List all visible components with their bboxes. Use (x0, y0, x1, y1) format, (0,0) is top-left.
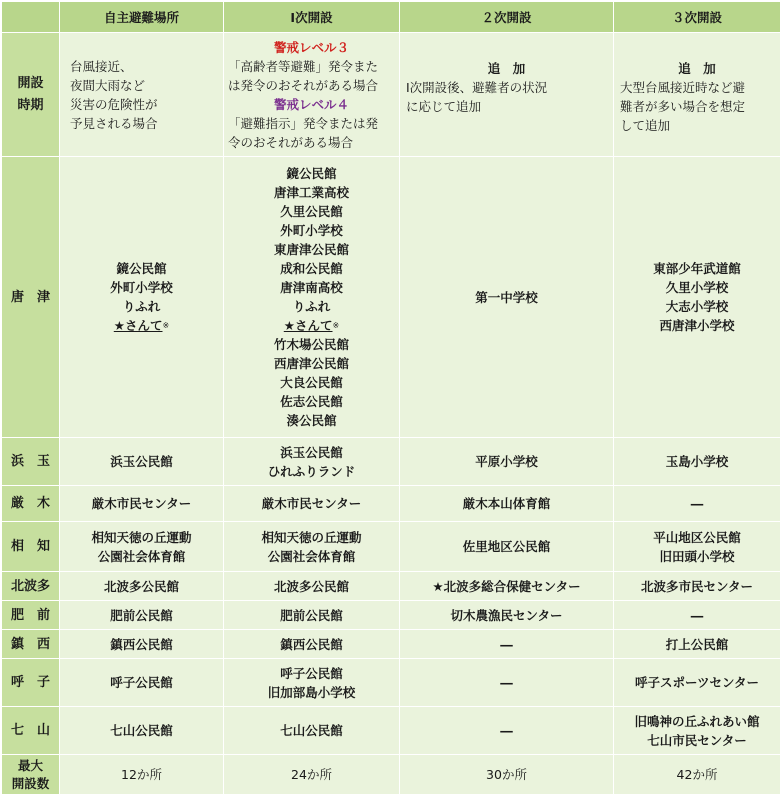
facility-name: 厳木本山体育館 (462, 496, 551, 511)
period-row (2, 33, 781, 157)
table-row (2, 157, 781, 438)
warning-level4-text: 令のおそれがある場合 (228, 134, 354, 150)
shelter-table (1, 1, 781, 795)
facility-name: 旧田頭小学校 (659, 548, 735, 564)
self-evacuation-cell (60, 522, 224, 572)
facility-name: ひれふりランド (267, 463, 356, 479)
second-opening-cell (400, 157, 614, 438)
header-third-opening: ３次開設 (614, 2, 781, 33)
table-row (2, 659, 781, 707)
facility-name: 公園社会体育館 (267, 548, 356, 564)
facility-name: 玉島小学校 (665, 454, 729, 469)
period-col4-line: 大型台風接近時など避 (620, 80, 746, 95)
facility-name: 鏡公民館 (286, 166, 337, 181)
third-opening-cell (614, 601, 781, 630)
total-row (2, 755, 781, 795)
facility-name: 厳木市民センター (261, 496, 362, 511)
facility-name: 第一中学校 (475, 289, 538, 305)
first-opening-cell (224, 659, 400, 707)
period-col3-line: I次開設後、避難者の状況 (406, 80, 548, 95)
first-opening-cell (224, 438, 400, 486)
facility-name (60, 316, 223, 335)
third-opening-cell (614, 707, 781, 755)
facility-name: りふれ (292, 299, 331, 314)
facility-name: 久里公民館 (280, 204, 343, 219)
warning-level3-text: 「高齢者等避難」発令また (228, 58, 379, 74)
period-col3-line: に応じて追加 (406, 99, 482, 114)
self-evacuation-cell (60, 659, 224, 707)
facility-name: 西唐津小学校 (659, 318, 735, 333)
facility-name: 浜玉公民館 (110, 454, 173, 469)
self-evacuation-cell (60, 486, 224, 522)
period-col1-line: 予見される場合 (70, 115, 158, 131)
first-opening-cell (224, 572, 400, 601)
facility-name: 旧鳴神の丘ふれあい館 (634, 713, 760, 729)
self-evacuation-cell (60, 572, 224, 601)
area-label: 唐 津 (2, 157, 60, 438)
table-row (2, 438, 781, 486)
facility-name: ― (690, 496, 704, 511)
facility-name: 呼子スポーツセンター (634, 675, 759, 690)
first-opening-cell (224, 630, 400, 659)
facility-name: 相知天徳の丘運動 (91, 529, 192, 545)
facility-name: 大良公民館 (280, 375, 343, 390)
warning-level3-text: は発令のおそれがある場合 (228, 77, 379, 93)
third-opening-cell (614, 659, 781, 707)
total-first-opening: 24か所 (224, 755, 400, 795)
facility-name: 東部少年武道館 (653, 261, 741, 276)
facility-name: 唐津工業高校 (273, 185, 349, 200)
facility-name: 北波多公民館 (103, 578, 179, 594)
header-self-evacuation: 自主避難場所 (60, 2, 224, 33)
header-row (2, 2, 781, 33)
facility-name: 北波多市民センター (640, 578, 753, 594)
header-second-opening: ２次開設 (400, 2, 614, 33)
period-second-opening (400, 33, 614, 157)
facility-name: 浜玉公民館 (280, 444, 343, 460)
first-opening-cell (224, 486, 400, 522)
area-label: 相 知 (2, 522, 60, 572)
facility-name: 湊公民館 (286, 413, 337, 428)
facility-name: 外町小学校 (110, 280, 173, 295)
period-third-opening (614, 33, 781, 157)
second-opening-cell (400, 601, 614, 630)
third-opening-cell (614, 438, 781, 486)
facility-name: 佐里地区公民館 (462, 539, 551, 554)
period-col4-line: して追加 (620, 118, 671, 133)
third-opening-cell (614, 630, 781, 659)
facility-name (224, 316, 399, 335)
facility-name: 七山公民館 (280, 723, 343, 738)
third-opening-cell (614, 572, 781, 601)
third-opening-cell (614, 157, 781, 438)
facility-name: 七山公民館 (110, 723, 173, 738)
facility-name: 大志小学校 (665, 299, 729, 314)
table-row (2, 707, 781, 755)
header-corner (2, 2, 60, 33)
warning-level3-title: 警戒レベル３ (273, 39, 349, 55)
warning-level4-title: 警戒レベル４ (273, 96, 349, 112)
facility-name: 北波多公民館 (273, 578, 349, 594)
area-label: 北波多 (2, 572, 60, 601)
facility-name: 肥前公民館 (280, 607, 343, 623)
third-opening-cell (614, 522, 781, 572)
facility-name: 久里小学校 (665, 280, 729, 295)
area-label: 呼 子 (2, 659, 60, 707)
total-third-opening: 42か所 (614, 755, 781, 795)
second-opening-cell (400, 438, 614, 486)
area-label: 厳 木 (2, 486, 60, 522)
facility-name: 公園社会体育館 (97, 548, 186, 564)
table-row (2, 486, 781, 522)
period-label (2, 33, 60, 157)
facility-name: ★北波多総合保健センター (432, 578, 581, 594)
first-opening-cell (224, 707, 400, 755)
period-col1-line: 夜間大雨など (70, 77, 146, 93)
second-opening-cell (400, 572, 614, 601)
second-opening-cell (400, 486, 614, 522)
period-label-line2: 時期 (17, 97, 44, 113)
facility-name: ― (500, 675, 513, 690)
third-opening-cell (614, 486, 781, 522)
area-label: 浜 玉 (2, 438, 60, 486)
facility-name: 相知天徳の丘運動 (261, 529, 362, 545)
period-first-opening (224, 33, 400, 157)
facility-name: 竹木場公民館 (273, 337, 349, 352)
facility-name-underlined: ★さんて (113, 318, 163, 333)
footnote-mark: ※ (332, 321, 340, 330)
facility-name: 鏡公民館 (116, 261, 167, 276)
facility-name: 鎮西公民館 (280, 636, 343, 652)
first-opening-cell (224, 522, 400, 572)
first-opening-cell (224, 157, 400, 438)
facility-name: 成和公民館 (280, 261, 343, 276)
self-evacuation-cell (60, 157, 224, 438)
self-evacuation-cell (60, 630, 224, 659)
total-second-opening: 30か所 (400, 755, 614, 795)
area-label: 肥 前 (2, 601, 60, 630)
self-evacuation-cell (60, 438, 224, 486)
period-self-evacuation (60, 33, 224, 157)
facility-name: 打上公民館 (665, 636, 729, 652)
facility-name: りふれ (122, 299, 161, 314)
second-opening-cell (400, 522, 614, 572)
facility-name: 唐津南高校 (280, 280, 343, 295)
self-evacuation-cell (60, 707, 224, 755)
first-opening-cell (224, 601, 400, 630)
total-self-evacuation: 12か所 (60, 755, 224, 795)
period-col4-line: 難者が多い場合を想定 (620, 99, 746, 114)
facility-name: 切木農漁民センター (450, 607, 563, 623)
table-row (2, 630, 781, 659)
facility-name: 七山市民センター (647, 732, 747, 748)
area-label: 七 山 (2, 707, 60, 755)
facility-name: 肥前公民館 (110, 607, 173, 623)
facility-name: 呼子公民館 (280, 665, 343, 681)
facility-name: 呼子公民館 (110, 675, 173, 690)
second-opening-cell (400, 707, 614, 755)
warning-level4-text: 「避難指示」発令または発 (228, 115, 379, 131)
total-label (2, 755, 60, 795)
period-col4-title: 追 加 (678, 61, 716, 76)
total-label-line1: 最大 (17, 757, 43, 773)
table-row (2, 601, 781, 630)
facility-name: 旧加部島小学校 (267, 684, 356, 700)
total-label-line2: 開設数 (11, 775, 50, 791)
period-label-line1: 開設 (17, 75, 44, 91)
facility-name: 鎮西公民館 (110, 636, 173, 652)
header-first-opening: I次開設 (224, 2, 400, 33)
second-opening-cell (400, 630, 614, 659)
facility-name: 佐志公民館 (280, 394, 343, 409)
period-col1-line: 台風接近、 (70, 58, 133, 74)
facility-name: 平原小学校 (475, 454, 538, 469)
table-row (2, 522, 781, 572)
period-col1-line: 災害の危険性が (70, 96, 158, 112)
facility-name: ― (690, 607, 704, 623)
facility-name-underlined: ★さんて (283, 318, 333, 333)
area-label: 鎮 西 (2, 630, 60, 659)
facility-name: 西唐津公民館 (273, 356, 349, 371)
facility-name: ― (500, 723, 513, 738)
second-opening-cell (400, 659, 614, 707)
period-col3-title: 追 加 (487, 61, 526, 76)
table-row (2, 572, 781, 601)
facility-name: 東唐津公民館 (273, 242, 349, 257)
footnote-mark: ※ (162, 321, 170, 330)
facility-name: 厳木市民センター (91, 496, 192, 511)
facility-name: 平山地区公民館 (653, 529, 741, 545)
facility-name: ― (500, 636, 513, 652)
facility-name: 外町小学校 (280, 223, 343, 238)
self-evacuation-cell (60, 601, 224, 630)
